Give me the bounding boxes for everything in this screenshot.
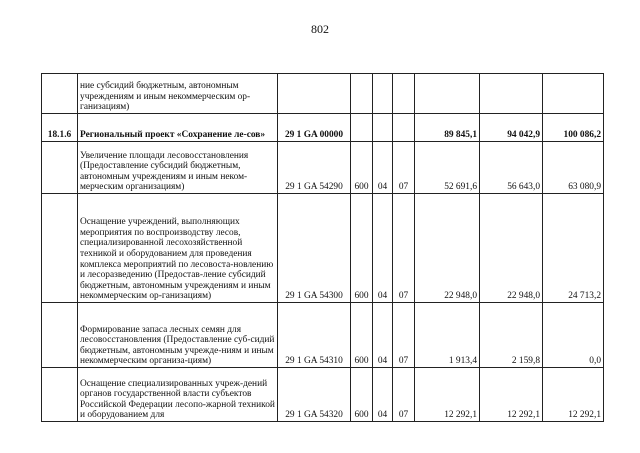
row-number (42, 303, 78, 368)
row-code (278, 74, 351, 114)
row-number (42, 194, 78, 303)
row-pr: 07 (393, 142, 415, 194)
row-number (42, 368, 78, 422)
table-row (42, 194, 604, 303)
row-pr: 07 (393, 303, 415, 368)
row-amount-year3: 0,0 (543, 303, 604, 368)
row-amount-year1: 12 292,1 (415, 368, 480, 422)
row-name: ние субсидий бюджетным, автономным учреждениям и иным некоммерческим ор-ганизациям) (78, 74, 278, 114)
row-amount-year3: 100 086,2 (543, 114, 604, 142)
table-row (42, 74, 604, 114)
row-amount-year2: 12 292,1 (480, 368, 543, 422)
row-vr (351, 114, 373, 142)
row-pr: 07 (393, 368, 415, 422)
row-amount-year1: 22 948,0 (415, 194, 480, 303)
row-amount-year1: 52 691,6 (415, 142, 480, 194)
row-vr: 600 (351, 142, 373, 194)
row-code: 29 1 GA 54300 (278, 194, 351, 303)
row-number (42, 74, 78, 114)
row-name: Оснащение учреждений, выполняющих мероприятия по воспроизводству лесов, специализированной лесохозяйственной техникой и оборудованием для проведения комплекса мероприятий по лесовоста-новлению и лесоразведению (Предостав-ление субсидий бюджетным, автономным учреждениям и иным некоммерческим ор-ганизациям) (78, 194, 278, 303)
row-name: Региональный проект «Сохранение ле-сов» (78, 114, 278, 142)
row-amount-year3: 12 292,1 (543, 368, 604, 422)
budget-table (41, 73, 604, 422)
row-amount-year2: 2 159,8 (480, 303, 543, 368)
row-amount-year1 (415, 74, 480, 114)
row-pr (393, 114, 415, 142)
row-name: Оснащение специализированных учреж-дений органов государственной власти субъектов Российской Федерации лесопо-жарной техникой и оборудованием для (78, 368, 278, 422)
row-vr: 600 (351, 368, 373, 422)
table-row (42, 368, 604, 422)
row-rz: 04 (373, 368, 393, 422)
row-vr: 600 (351, 303, 373, 368)
table-row (42, 142, 604, 194)
row-amount-year3: 63 080,9 (543, 142, 604, 194)
row-amount-year2 (480, 74, 543, 114)
row-rz: 04 (373, 142, 393, 194)
row-code: 29 1 GA 00000 (278, 114, 351, 142)
row-amount-year3 (543, 74, 604, 114)
row-rz: 04 (373, 303, 393, 368)
table-row (42, 114, 604, 142)
page-number: 802 (311, 22, 329, 36)
row-code: 29 1 GA 54310 (278, 303, 351, 368)
row-rz (373, 74, 393, 114)
row-amount-year3: 24 713,2 (543, 194, 604, 303)
row-name: Формирование запаса лесных семян для лесовосстановления (Предоставление суб-сидий бюджетным, автономным учрежде-ниям и иным некоммерческим организа-циям) (78, 303, 278, 368)
row-number: 18.1.6 (42, 114, 78, 142)
row-vr (351, 74, 373, 114)
table-row (42, 303, 604, 368)
row-amount-year1: 89 845,1 (415, 114, 480, 142)
row-code: 29 1 GA 54290 (278, 142, 351, 194)
row-rz: 04 (373, 194, 393, 303)
row-amount-year2: 56 643,0 (480, 142, 543, 194)
row-amount-year1: 1 913,4 (415, 303, 480, 368)
row-amount-year2: 94 042,9 (480, 114, 543, 142)
row-code: 29 1 GA 54320 (278, 368, 351, 422)
row-vr: 600 (351, 194, 373, 303)
row-amount-year2: 22 948,0 (480, 194, 543, 303)
row-pr (393, 74, 415, 114)
row-rz (373, 114, 393, 142)
row-number (42, 142, 78, 194)
row-name: Увеличение площади лесовосстановления (Предоставление субсидий бюджетным, автономным учреждениям и иным неком-мерческим организациям) (78, 142, 278, 194)
row-pr: 07 (393, 194, 415, 303)
